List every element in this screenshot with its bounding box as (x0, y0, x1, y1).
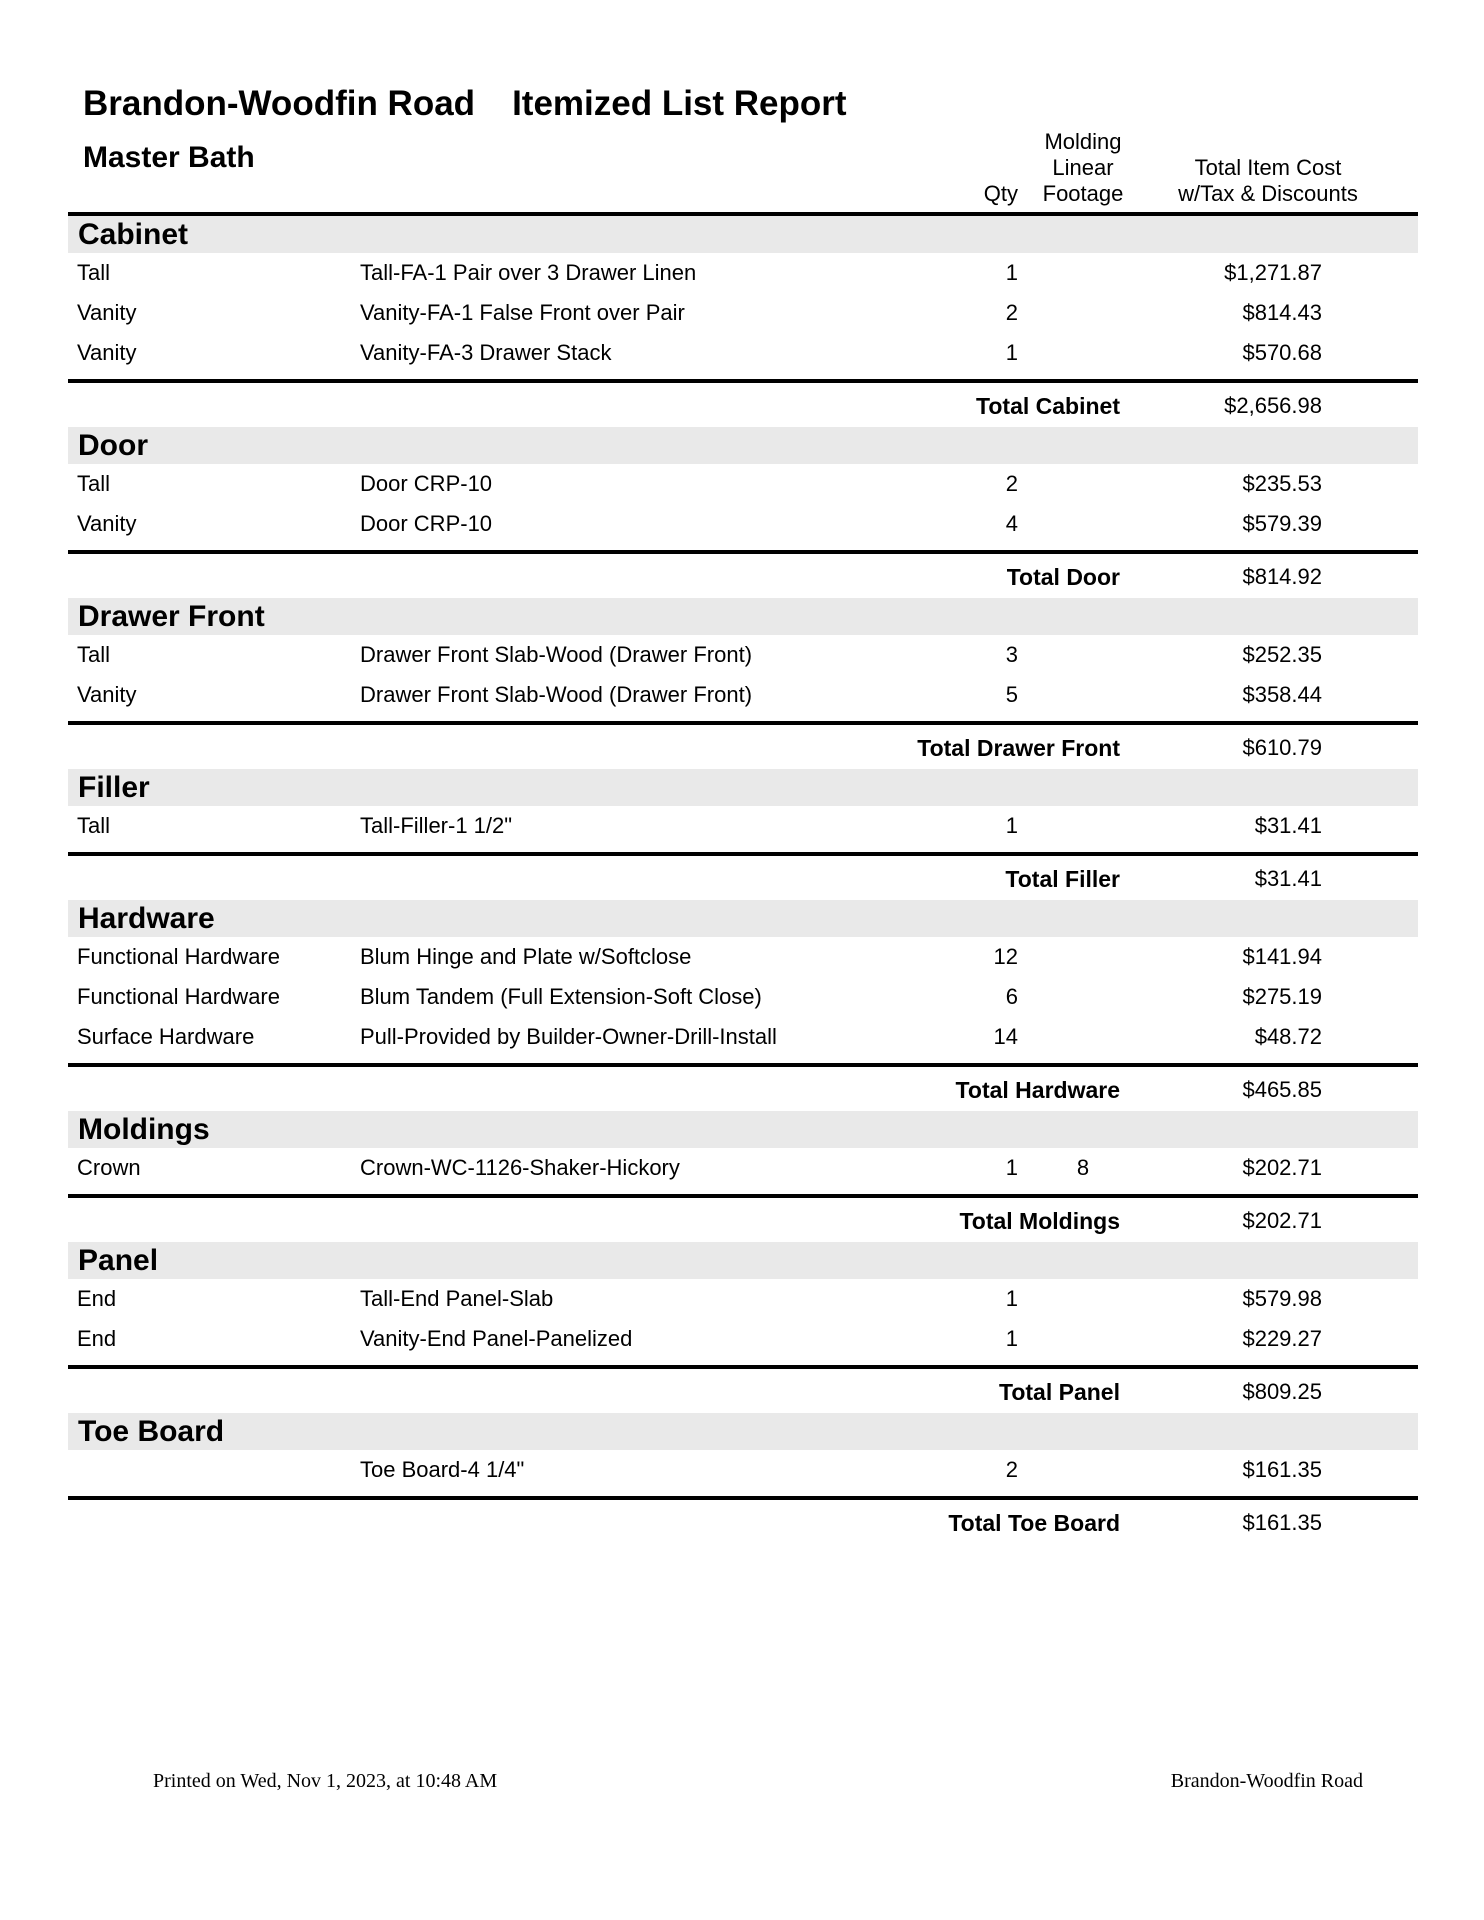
section-total-row (68, 379, 1418, 427)
cell-footage (1018, 977, 1148, 1017)
section-total-cost: $465.85 (1242, 1077, 1322, 1102)
cell-qty: 2 (1005, 1457, 1018, 1482)
section-toe-board (68, 1413, 1418, 1544)
section-total-label: Total Hardware (955, 1077, 1120, 1103)
cell-description: Door CRP-10 (360, 471, 493, 496)
table-row (68, 1319, 1418, 1359)
cell-footage: 8 (1076, 1155, 1090, 1180)
cell-footage (1018, 293, 1148, 333)
section-moldings (68, 1111, 1418, 1242)
cell-qty: 1 (1005, 1155, 1018, 1180)
cell-description: Drawer Front Slab-Wood (Drawer Front) (360, 682, 753, 707)
section-total-row (68, 721, 1418, 769)
cell-qty: 1 (1005, 1326, 1018, 1351)
section-total-cost: $809.25 (1242, 1379, 1322, 1404)
cell-qty: 5 (1005, 682, 1018, 707)
section-total-row (68, 1063, 1418, 1111)
section-total-row (68, 1194, 1418, 1242)
section-total-label: Total Filler (1005, 866, 1120, 892)
section-total-row (68, 852, 1418, 900)
cell-category: Crown (77, 1155, 141, 1180)
cell-cost: $570.68 (1242, 340, 1322, 365)
footer-project-name: Brandon-Woodfin Road (1170, 1770, 1363, 1792)
section-hardware (68, 900, 1418, 1111)
cell-description: Crown-WC-1126-Shaker-Hickory (360, 1155, 680, 1180)
cell-category: Functional Hardware (77, 984, 280, 1009)
cell-category (68, 1450, 360, 1490)
cell-category: Surface Hardware (77, 1024, 255, 1049)
cell-category: Vanity (77, 300, 137, 325)
section-header: Drawer Front (68, 598, 1418, 635)
cell-footage (1018, 1017, 1148, 1057)
table-row (68, 1017, 1418, 1057)
cell-cost: $1,271.87 (1224, 260, 1322, 285)
cell-cost: $358.44 (1242, 682, 1322, 707)
project-name: Brandon-Woodfin Road (83, 84, 476, 123)
table-row (68, 253, 1418, 293)
cell-description: Tall-Filler-1 1/2" (360, 813, 513, 838)
cell-footage (1018, 333, 1148, 373)
section-panel (68, 1242, 1418, 1413)
table-row (68, 675, 1418, 715)
cell-description: Tall-End Panel-Slab (360, 1286, 554, 1311)
cell-category: Vanity (77, 340, 137, 365)
cell-footage (1018, 675, 1148, 715)
table-row (68, 1148, 1418, 1188)
cell-qty: 4 (1005, 511, 1018, 536)
cell-qty: 1 (1005, 1286, 1018, 1311)
cell-description: Tall-FA-1 Pair over 3 Drawer Linen (360, 260, 697, 285)
cell-description: Door CRP-10 (360, 511, 493, 536)
table-row (68, 1279, 1418, 1319)
section-header: Moldings (68, 1111, 1418, 1148)
cell-category: Tall (77, 471, 111, 496)
section-total-label: Total Door (1006, 564, 1120, 590)
table-row (68, 333, 1418, 373)
cell-cost: $141.94 (1242, 944, 1322, 969)
section-drawer-front (68, 598, 1418, 769)
section-total-cost: $2,656.98 (1224, 393, 1322, 418)
cell-description: Vanity-FA-3 Drawer Stack (360, 340, 612, 365)
room-name: Master Bath (83, 141, 255, 174)
cell-qty: 1 (1005, 340, 1018, 365)
cell-category: Vanity (77, 682, 137, 707)
section-door (68, 427, 1418, 598)
section-total-label: Total Panel (999, 1379, 1120, 1405)
section-total-cost: $202.71 (1242, 1208, 1322, 1233)
section-total-label: Total Moldings (959, 1208, 1120, 1234)
cell-category: End (77, 1326, 117, 1351)
cell-cost: $161.35 (1242, 1457, 1322, 1482)
cell-category: Tall (77, 642, 111, 667)
table-row (68, 937, 1418, 977)
cell-qty: 6 (1005, 984, 1018, 1009)
column-header-qty: Qty (983, 181, 1018, 206)
page-footer (0, 1770, 1484, 1793)
cell-description: Vanity-FA-1 False Front over Pair (360, 300, 685, 325)
page-title (68, 82, 1418, 126)
section-header: Toe Board (68, 1413, 1418, 1450)
table-row (68, 977, 1418, 1017)
cell-category: Functional Hardware (77, 944, 280, 969)
cell-qty: 2 (1005, 300, 1018, 325)
cell-category: Tall (77, 260, 111, 285)
section-header: Door (68, 427, 1418, 464)
table-row (68, 1450, 1418, 1490)
table-row (68, 504, 1418, 544)
cell-qty: 12 (993, 944, 1018, 969)
column-header-total-cost: Total Item Cost w/Tax & Discounts (1178, 155, 1358, 206)
cell-qty: 3 (1005, 642, 1018, 667)
cell-category: End (77, 1286, 117, 1311)
cell-cost: $579.98 (1242, 1286, 1322, 1311)
cell-footage (1018, 937, 1148, 977)
cell-qty: 1 (1005, 813, 1018, 838)
cell-footage (1018, 1279, 1148, 1319)
cell-cost: $31.41 (1254, 813, 1322, 838)
table-row (68, 464, 1418, 504)
footer-printed-date: Printed on Wed, Nov 1, 2023, at 10:48 AM (153, 1770, 498, 1792)
cell-qty: 1 (1005, 260, 1018, 285)
cell-category: Vanity (77, 511, 137, 536)
table-row (68, 293, 1418, 333)
section-total-label: Total Drawer Front (917, 735, 1120, 761)
section-total-cost: $161.35 (1242, 1510, 1322, 1535)
cell-cost: $579.39 (1242, 511, 1322, 536)
section-total-cost: $814.92 (1242, 564, 1322, 589)
section-total-row (68, 1496, 1418, 1544)
cell-description: Toe Board-4 1/4" (360, 1457, 525, 1482)
section-total-row (68, 550, 1418, 598)
cell-cost: $202.71 (1242, 1155, 1322, 1180)
table-row (68, 806, 1418, 846)
cell-qty: 2 (1005, 471, 1018, 496)
section-total-cost: $610.79 (1242, 735, 1322, 760)
cell-footage (1018, 464, 1148, 504)
cell-footage (1018, 1319, 1148, 1359)
column-headers (68, 129, 1418, 207)
column-header-molding-footage: Molding Linear Footage (1042, 129, 1124, 206)
section-header: Hardware (68, 900, 1418, 937)
section-total-cost: $31.41 (1254, 866, 1322, 891)
cell-description: Blum Tandem (Full Extension-Soft Close) (360, 984, 762, 1009)
cell-description: Pull-Provided by Builder-Owner-Drill-Install (360, 1024, 777, 1049)
cell-category: Tall (77, 813, 111, 838)
cell-footage (1018, 806, 1148, 846)
section-filler (68, 769, 1418, 900)
section-header: Filler (68, 769, 1418, 806)
cell-cost: $814.43 (1242, 300, 1322, 325)
section-total-label: Total Toe Board (948, 1510, 1120, 1536)
cell-qty: 14 (993, 1024, 1018, 1049)
section-total-label: Total Cabinet (976, 393, 1120, 419)
section-cabinet (68, 216, 1418, 427)
cell-description: Drawer Front Slab-Wood (Drawer Front) (360, 642, 753, 667)
table-row (68, 635, 1418, 675)
section-total-row (68, 1365, 1418, 1413)
cell-footage (1018, 504, 1148, 544)
cell-description: Blum Hinge and Plate w/Softclose (360, 944, 692, 969)
section-header: Cabinet (68, 216, 1418, 253)
cell-footage (1018, 1450, 1148, 1490)
section-header: Panel (68, 1242, 1418, 1279)
cell-cost: $252.35 (1242, 642, 1322, 667)
table-header (68, 126, 1418, 216)
cell-footage (1018, 253, 1148, 293)
report-content (68, 0, 1418, 1544)
cell-cost: $275.19 (1242, 984, 1322, 1009)
cell-footage (1018, 635, 1148, 675)
cell-cost: $229.27 (1242, 1326, 1322, 1351)
report-title: Itemized List Report (512, 84, 847, 123)
cell-cost: $235.53 (1242, 471, 1322, 496)
cell-cost: $48.72 (1254, 1024, 1322, 1049)
cell-description: Vanity-End Panel-Panelized (360, 1326, 633, 1351)
